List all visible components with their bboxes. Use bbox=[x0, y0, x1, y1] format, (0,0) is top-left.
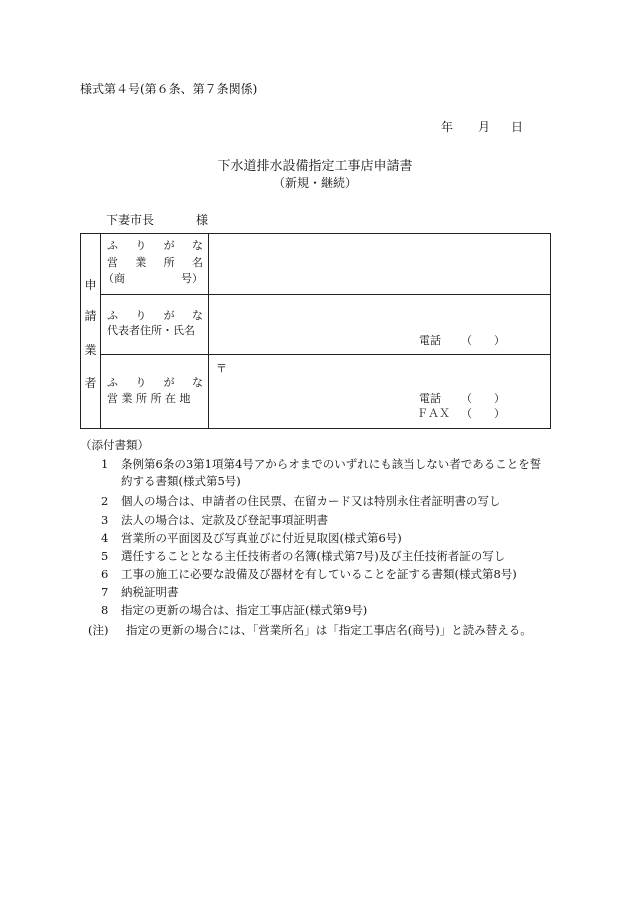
list-item: 3 法人の場合は、定款及び登記事項証明書 bbox=[101, 513, 328, 527]
list-item: 5 選任することとなる主任技術者の名簿(様式第7号)及び主任技術者証の写し bbox=[101, 549, 506, 563]
location-label: 営 業 所 所 在 地 bbox=[107, 392, 191, 405]
addressee-name: 下妻市長 bbox=[106, 213, 155, 227]
location-fax-label: ＦＡＸ bbox=[417, 407, 450, 420]
location-phone-parens: （ ） bbox=[461, 392, 505, 405]
document-title: 下水道排水設備指定工事店申請書 bbox=[217, 159, 413, 174]
list-item: 8 指定の更新の場合は、指定工事店証(様式第9号) bbox=[101, 603, 368, 617]
representative-phone-parens: （ ） bbox=[461, 334, 505, 347]
business-name-furigana-label: ふ り が な bbox=[107, 239, 203, 252]
list-item: 7 納税証明書 bbox=[101, 585, 179, 599]
location-fax-parens: （ ） bbox=[461, 407, 505, 420]
trade-name-label: （商 号） bbox=[103, 272, 203, 285]
list-item: 約する書類(様式第5号) bbox=[121, 474, 241, 488]
list-item: 1 条例第6条の3第1項第4号アからオまでのいずれにも該当しない者であることを誓 bbox=[101, 457, 542, 471]
representative-phone-label: 電話 bbox=[419, 334, 441, 347]
addressee-honorific: 様 bbox=[196, 213, 209, 227]
form-number: 様式第４号(第６条、第７条関係) bbox=[80, 82, 258, 96]
representative-label: 代表者住所・氏名 bbox=[107, 324, 195, 337]
date-month-label: 月 bbox=[478, 120, 491, 134]
postal-mark: 〒 bbox=[216, 362, 227, 375]
business-name-label: 営 業 所 名 bbox=[107, 256, 203, 269]
date-year-label: 年 bbox=[441, 120, 454, 134]
document-subtitle: （新規・継続） bbox=[272, 176, 357, 190]
applicant-table: 申 請 業 者 ふ り が な 営 業 所 名 （商 号） ふ り が な 代表者住所・氏名 電話 （ ） 〒 ふ り が な 営 業 所 所 在 地 電話 （ ） ＦＡＸ （ ） bbox=[80, 233, 551, 429]
list-item: 4 営業所の平面図及び写真並びに付近見取図(様式第6号) bbox=[101, 531, 402, 545]
note-label: (注) bbox=[88, 623, 109, 637]
note-text: 指定の更新の場合には、「営業所名」は「指定工事店名(商号)」と読み替える。 bbox=[126, 623, 532, 637]
list-item: 6 工事の施工に必要な設備及び器材を有していることを証する書類(様式第8号) bbox=[101, 567, 517, 581]
attachments-heading: （添付書類） bbox=[80, 438, 149, 452]
list-item: 2 個人の場合は、申請者の住民票、在留カード又は特別永住者証明書の写し bbox=[101, 494, 501, 508]
location-furigana-label: ふ り が な bbox=[107, 376, 203, 389]
business-name-input[interactable] bbox=[209, 234, 550, 294]
date-day-label: 日 bbox=[511, 120, 524, 134]
location-phone-label: 電話 bbox=[419, 392, 441, 405]
representative-furigana-label: ふ り が な bbox=[107, 309, 203, 322]
